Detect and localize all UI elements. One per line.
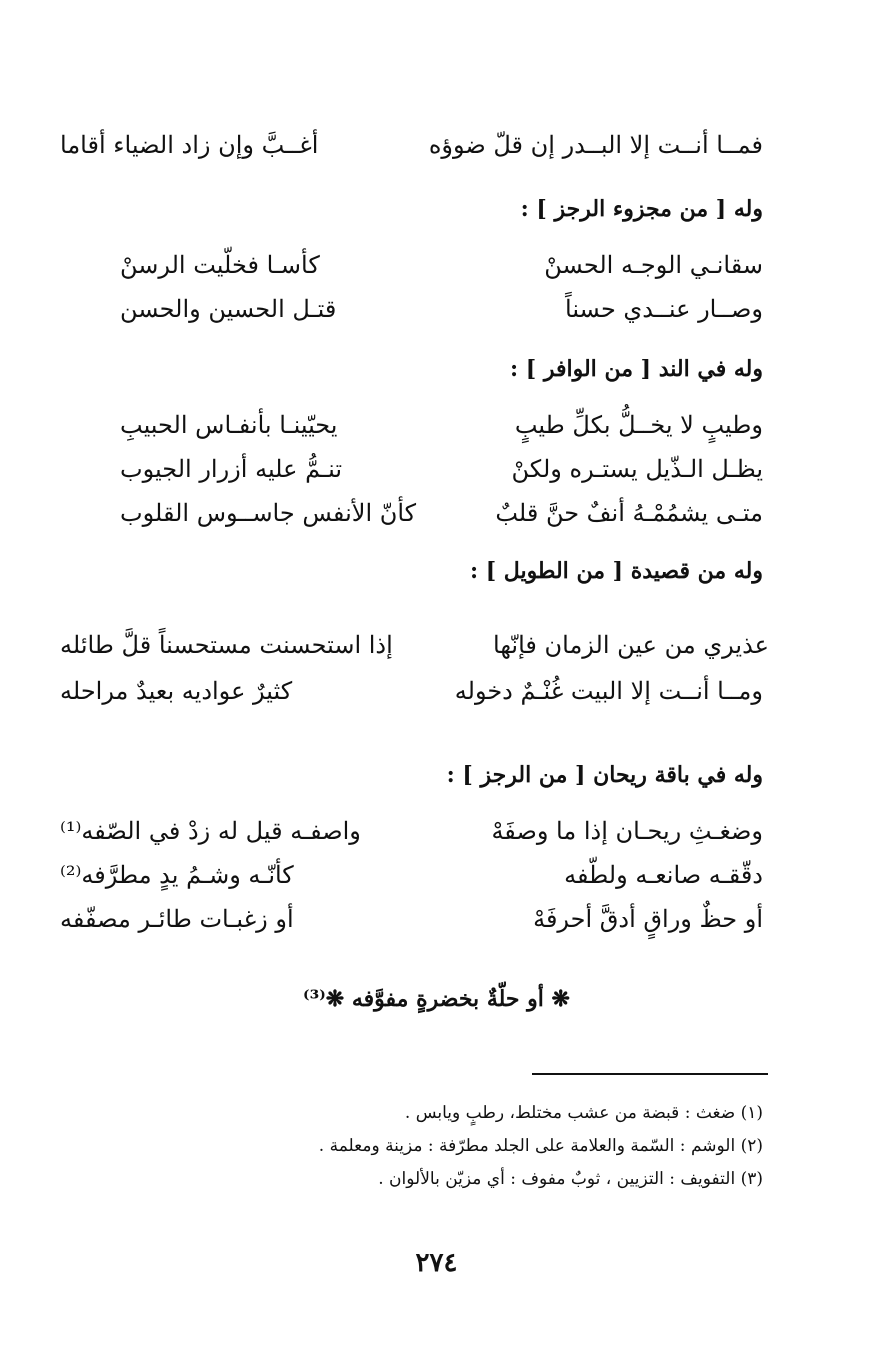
ornament-verse: ❋ أو حلّةٌ بخضرةٍ مفوَّفه ❋⁽³⁾ — [303, 986, 570, 1012]
verse-hemistich: كأنّـه وشـمُ يدٍ مطرَّفه⁽²⁾ — [60, 861, 294, 889]
poem-intro: وله من قصيدة [ من الطويل ] : — [469, 558, 763, 584]
verse-hemistich: واصفـه قيل له زدْ في الصّفه⁽¹⁾ — [60, 817, 361, 845]
verse-hemistich: وطيبٍ لا يخــلُّ بكلِّ طيبٍ — [514, 411, 763, 439]
page-number: ٢٧٤ — [415, 1248, 458, 1278]
verse-hemistich: كأنّ الأنفس جاســوس القلوب — [120, 499, 417, 527]
verse-hemistich: إذا استحسنت مستحسناً قلَّ طائله — [60, 631, 393, 659]
verse-hemistich: يحيّينـا بأنفـاس الحبيبِ — [120, 411, 338, 439]
verse-hemistich: عذيري من عين الزمان فإنّها — [493, 631, 769, 659]
poem-intro: وله [ من مجزوء الرجز ] : — [520, 196, 763, 222]
footnote-divider — [532, 1073, 768, 1075]
footnote-3: (٣) التفويف : التزيين ، ثوبٌ مفوف : أي مزيّن بالألوان . — [378, 1169, 763, 1189]
verse-hemistich: وضغـثِ ريحـان إذا ما وصفَهْ — [491, 817, 763, 845]
verse-hemistich: سقانـي الوجـه الحسنْ — [544, 251, 763, 279]
verse-hemistich: أو زغبـات طائـر مصفّفه — [60, 905, 294, 933]
verse-hemistich: يظـل الـذّيل يستـره ولكنْ — [511, 455, 763, 483]
footnote-2: (٢) الوشم : السّمة والعلامة على الجلد مطرّفة : مزينة ومعلمة . — [318, 1136, 763, 1156]
verse-hemistich: قتـل الحسين والحسن — [120, 295, 337, 323]
poem-intro: وله في باقة ريحان [ من الرجز ] : — [446, 762, 763, 788]
verse-hemistich: كثيرٌ عواديه بعيدٌ مراحله — [60, 677, 293, 705]
verse-hemistich: فمــا أنــت إلا البــدر إن قلّ ضوؤه — [428, 131, 763, 159]
verse-hemistich: أغــبَّ وإن زاد الضياء أقاما — [60, 131, 319, 159]
poem-intro: وله في الند [ من الوافر ] : — [509, 356, 763, 382]
verse-hemistich: ومــا أنــت إلا البيت غُنْـمٌ دخوله — [454, 677, 763, 705]
verse-hemistich: وصــار عنــدي حسناً — [565, 295, 763, 323]
verse-hemistich: دقّقـه صانعـه ولطّفه — [564, 861, 763, 889]
verse-hemistich: متـى يشمُمْـهُ أنفٌ حنَّ قلبٌ — [495, 499, 763, 527]
verse-hemistich: أو حظٌ وراقٍ أدقَّ أحرفَهْ — [533, 905, 763, 933]
verse-hemistich: تنـمُّ عليه أزرار الجيوب — [120, 455, 342, 483]
verse-hemistich: كأسـا فخلّيت الرسنْ — [120, 251, 320, 279]
footnote-1: (١) ضغث : قبضة من عشب مختلط، رطبٍ ويابس . — [404, 1103, 763, 1123]
